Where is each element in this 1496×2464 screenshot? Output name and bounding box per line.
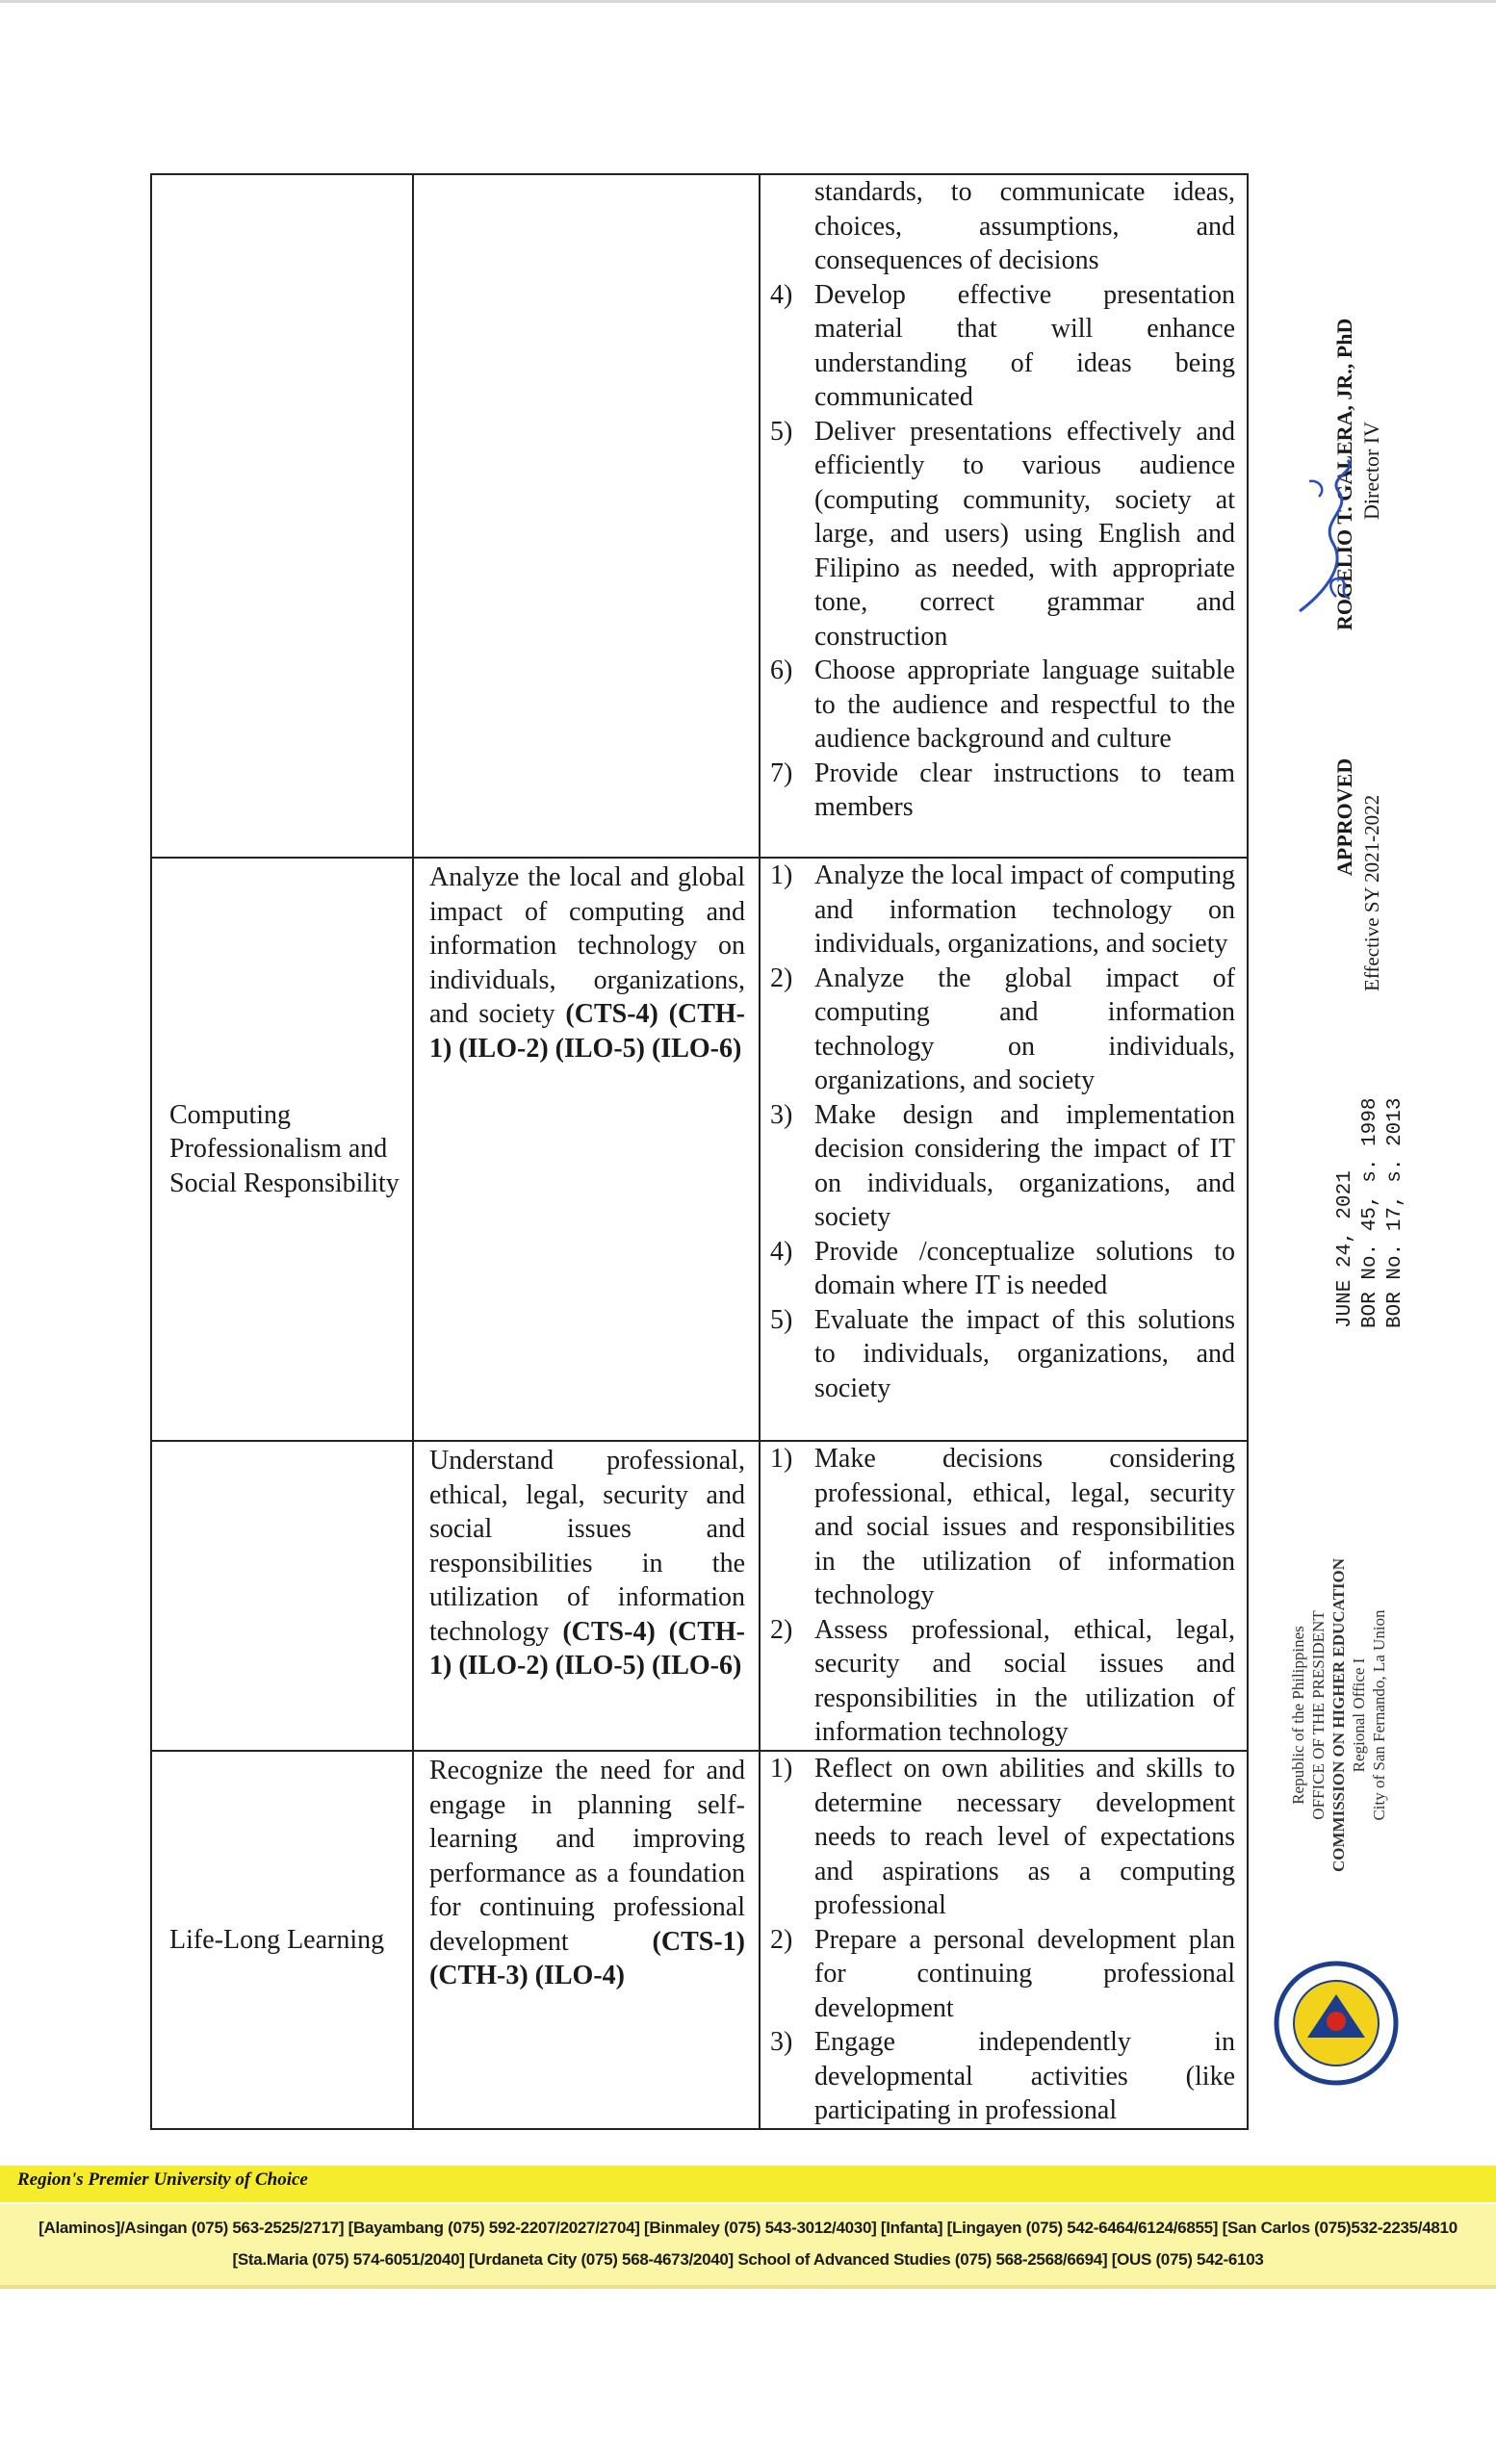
university-motto: Region's Premier University of Choice — [17, 2169, 308, 2190]
table-row — [151, 858, 1248, 1441]
area-cell: Computing Professionalism and Social Responsibility — [151, 858, 413, 1441]
area-cell: Life-Long Learning — [151, 1751, 413, 2129]
table-row — [151, 1441, 1248, 1751]
competency-codes: (CTS-1) (CTH-3) (ILO-4) — [429, 1926, 745, 1990]
list-item: 5) Evaluate the impact of this solutions to individuals, organizations, and society — [770, 1304, 1235, 1403]
competency-text: Recognize the need for and engage in planning self-learning and improving performance as a foundation for continuing professional development — [429, 1756, 745, 1957]
ched-line-4: Regional Office I — [1350, 1657, 1368, 1773]
footer-contacts-line-2: [Sta.Maria (075) 574-6051/2040] [Urdaneta City (075) 568-4673/2040] School of Advanced Studies (075) 568-2568/6694] [OUS (075) 542-6103 — [232, 2250, 1264, 2269]
bor-reference-2: BOR No. 17, s. 2013 — [1384, 1097, 1406, 1328]
list-item: 1) Reflect on own abilities and skills to determine necessary development needs to reach level of expectations and aspirations as a computing professional — [770, 1754, 1235, 1920]
scan-edge — [0, 0, 1496, 3]
outcomes-list — [770, 1752, 1235, 2128]
bor-reference-1: BOR No. 45, s. 1998 — [1359, 1097, 1381, 1328]
competency-cell — [413, 1751, 760, 2129]
outcomes-cell — [760, 1441, 1248, 1751]
list-item: 2) Prepare a personal development plan for continuing professional development — [770, 1924, 1235, 2023]
approver-title: Director IV — [1359, 421, 1383, 520]
list-item: 1) Analyze the local impact of computing and information technology on individuals, organizations, and society — [770, 860, 1235, 959]
outcomes-list — [770, 1442, 1235, 1750]
ched-line-5: City of San Fernando, La Union — [1370, 1609, 1388, 1821]
signature-mark — [1280, 452, 1367, 626]
curriculum-table — [150, 173, 1249, 2130]
approval-status: APPROVED — [1332, 757, 1356, 876]
competency-cell — [413, 858, 760, 1441]
competency-cell — [413, 174, 760, 858]
outcomes-list — [770, 859, 1235, 1405]
competency-codes: (CTS-4) (CTH-1) (ILO-2) (ILO-5) (ILO-6) — [429, 1616, 745, 1681]
area-cell — [151, 1441, 413, 1751]
approval-dates — [1333, 1098, 1408, 1328]
area-cell — [151, 174, 413, 858]
table-row — [151, 1751, 1248, 2129]
list-item: 6) Choose appropriate language suitable to the audience and respectful to the audience background and culture — [770, 655, 1235, 754]
list-item: 3) Engage independently in developmental activities (like participating in professional — [770, 2027, 1235, 2125]
outcomes-list — [770, 278, 1235, 825]
ched-stamp — [1288, 1558, 1389, 1872]
approver-name: ROGELIO T. GALERA, JR., PhD — [1332, 318, 1356, 630]
list-item: 2) Assess professional, ethical, legal, security and social issues and responsibilities in the utilization of information technology — [770, 1614, 1235, 1747]
approval-date: JUNE 24, 2021 — [1334, 1170, 1356, 1328]
list-item: 5) Deliver presentations effectively and efficiently to various audience (computing community, society at large, and users) using English and Filipino as needed, with appropriate tone, correct grammar and construction — [770, 416, 1235, 652]
ched-line-2: OFFICE OF THE PRESIDENT — [1309, 1610, 1328, 1820]
competency-text: Understand professional, ethical, legal, security and social issues and responsibilities in the utilization of information technology — [429, 1446, 745, 1647]
list-item: 3) Make design and implementation decision considering the impact of IT on individuals, organizations, and society — [770, 1099, 1235, 1232]
ched-logo-icon — [1269, 1956, 1404, 2091]
footer-strip — [0, 2285, 1496, 2289]
list-item: 4) Provide /conceptualize solutions to domain where IT is needed — [770, 1236, 1235, 1300]
list-item: 1) Make decisions considering professional, ethical, legal, security and social issues and responsibilities in the utilization of information technology — [770, 1444, 1235, 1610]
table-row — [151, 174, 1248, 858]
competency-cell — [413, 1441, 760, 1751]
list-item: 4) Develop effective presentation material that will enhance understanding of ideas being communicated — [770, 279, 1235, 412]
outcomes-cell — [760, 174, 1248, 858]
list-item: 7) Provide clear instructions to team members — [770, 757, 1235, 822]
outcomes-cell — [760, 858, 1248, 1441]
ched-line-3: COMMISSION ON HIGHER EDUCATION — [1329, 1557, 1348, 1872]
ched-line-1: Republic of the Philippines — [1289, 1626, 1307, 1805]
competency-codes: (CTS-4) (CTH-1) (ILO-2) (ILO-5) (ILO-6) — [429, 999, 745, 1064]
competency-text: Analyze the local and global impact of computing and information technology on individuals, organizations, and society — [429, 862, 745, 1029]
outcome-continued-text: standards, to communicate ideas, choices, assumptions, and consequences of decisions — [814, 177, 1235, 275]
footer-contact-band — [0, 2204, 1496, 2285]
list-item: 2) Analyze the global impact of computing and information technology on individuals, organizations, and society — [770, 962, 1235, 1095]
approval-effective: Effective SY 2021-2022 — [1360, 794, 1383, 991]
outcomes-cell — [760, 1751, 1248, 2129]
footer-contacts-line-1: [Alaminos]/Asingan (075) 563-2525/2717] [Bayambang (075) 592-2207/2027/2704] [Binmaley (075) 543-3012/4030] [Infanta] [Lingayen (075) 542-6464/6124/6855] [San Carlos (075)532-2235/4810 — [39, 2219, 1457, 2237]
